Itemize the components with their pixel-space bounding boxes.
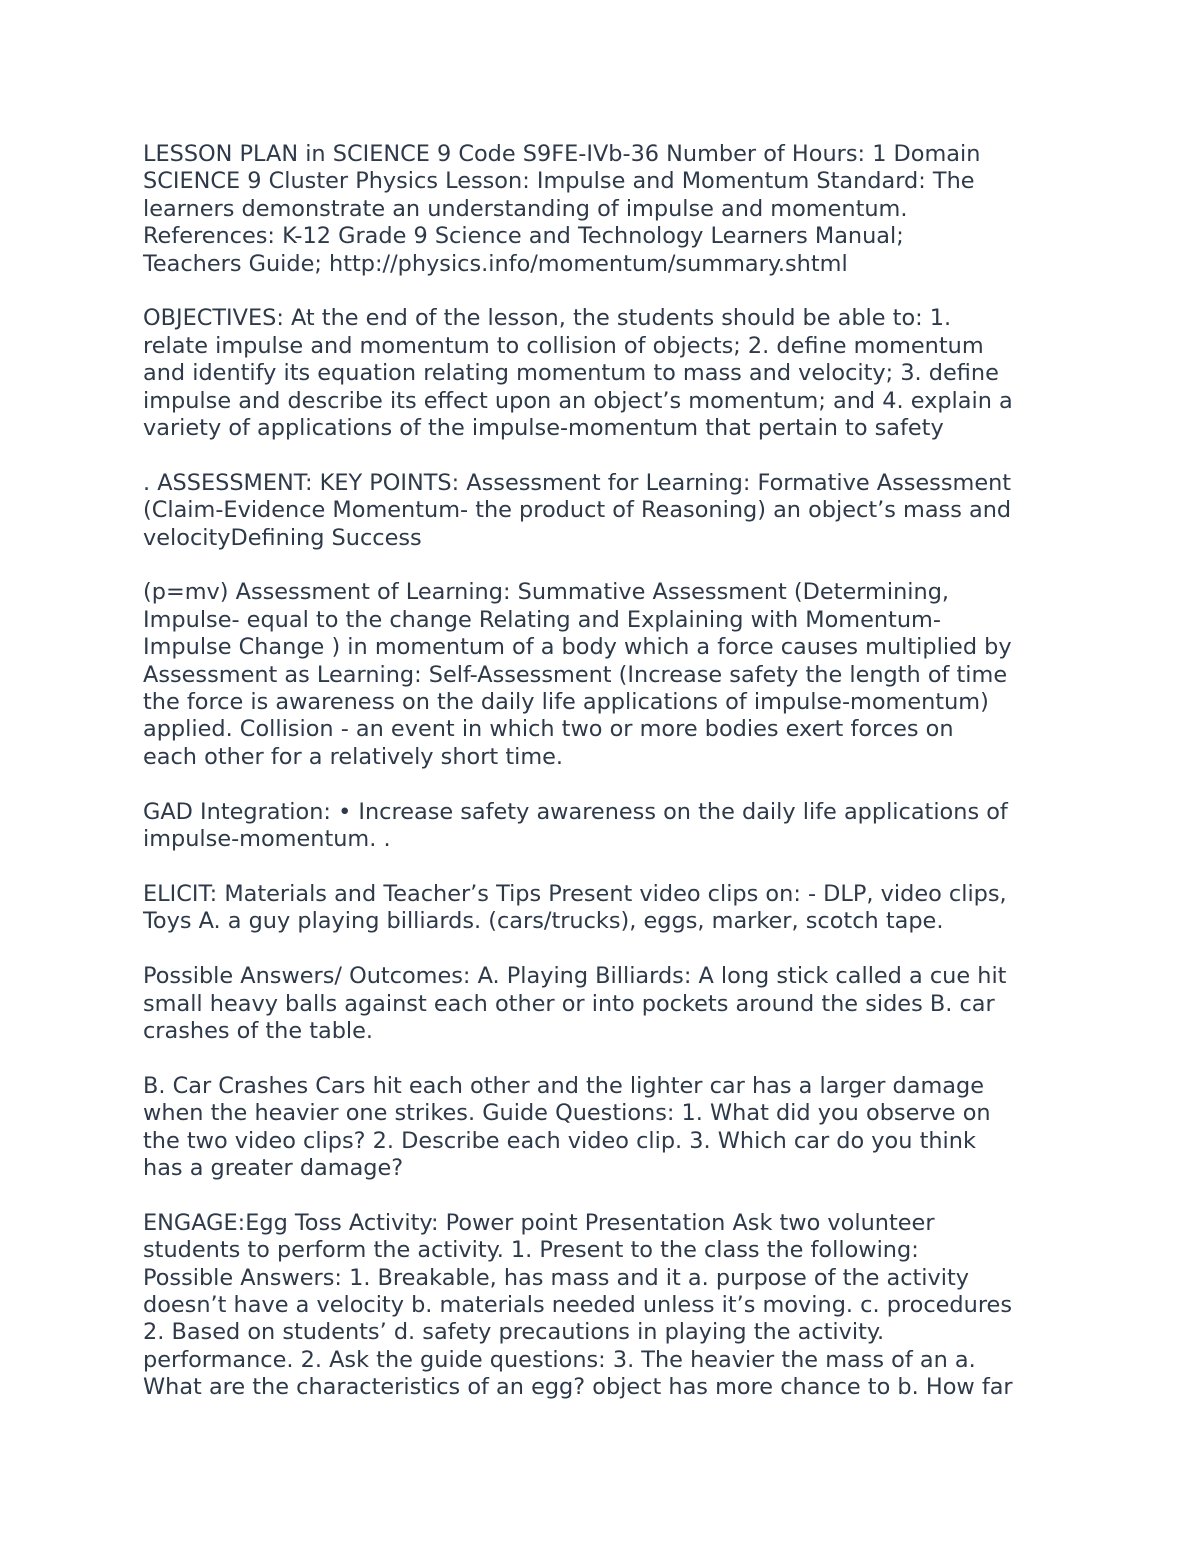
text-line: when the heavier one strikes. Guide Questions: 1. What did you observe on [143, 1100, 991, 1127]
text-line: has a greater damage? [143, 1154, 404, 1181]
paragraph [143, 1073, 1078, 1183]
text-line: students to perform the activity. 1. Present to the class the following: [143, 1237, 919, 1264]
text-line: and identify its equation relating momentum to mass and velocity; 3. define [143, 360, 999, 387]
text-line: SCIENCE 9 Cluster Physics Lesson: Impulse and Momentum Standard: The [143, 168, 975, 195]
text-line: (p=mv) Assessment of Learning: Summative Assessment (Determining, [143, 579, 950, 606]
text-line: the force is awareness on the daily life applications of impulse-momentum) [143, 689, 989, 716]
text-line: Impulse Change ) in momentum of a body which a force causes multiplied by [143, 634, 1012, 661]
text-line: 2. Based on students’ d. safety precautions in playing the activity. [143, 1319, 885, 1346]
paragraph [143, 579, 1078, 771]
text-line: relate impulse and momentum to collision of objects; 2. define momentum [143, 332, 984, 359]
paragraph [143, 470, 1078, 552]
text-line: References: K-12 Grade 9 Science and Technology Learners Manual; [143, 223, 904, 250]
text-line: variety of applications of the impulse-momentum that pertain to safety [143, 415, 944, 442]
text-line: learners demonstrate an understanding of impulse and momentum. [143, 195, 908, 222]
paragraph [143, 963, 1078, 1045]
text-line: performance. 2. Ask the guide questions: 3. The heavier the mass of an a. [143, 1346, 976, 1373]
text-line: B. Car Crashes Cars hit each other and the lighter car has a larger damage [143, 1072, 985, 1099]
text-line: the two video clips? 2. Describe each video clip. 3. Which car do you think [143, 1127, 976, 1154]
text-line: Toys A. a guy playing billiards. (cars/trucks), eggs, marker, scotch tape. [143, 908, 944, 935]
text-line: small heavy balls against each other or into pockets around the sides B. car [143, 990, 995, 1017]
text-line: applied. Collision - an event in which two or more bodies exert forces on [143, 716, 954, 743]
text-line: impulse and describe its effect upon an object’s momentum; and 4. explain a [143, 387, 1013, 414]
text-line: ELICIT: Materials and Teacher’s Tips Present video clips on: - DLP, video clips, [143, 880, 1007, 907]
text-line: What are the characteristics of an egg? object has more chance to b. How far [143, 1374, 1013, 1401]
text-line: . ASSESSMENT: KEY POINTS: Assessment for Learning: Formative Assessment [143, 469, 1012, 496]
text-line: impulse-momentum. . [143, 826, 391, 853]
text-line: Impulse- equal to the change Relating and Explaining with Momentum- [143, 606, 941, 633]
text-line: LESSON PLAN in SCIENCE 9 Code S9FE-IVb-36 Number of Hours: 1 Domain [143, 141, 981, 167]
paragraph [143, 799, 1078, 854]
text-line: velocityDefining Success [143, 524, 422, 551]
text-line: ENGAGE:Egg Toss Activity: Power point Presentation Ask two volunteer [143, 1209, 935, 1236]
text-line: (Claim-Evidence Momentum- the product of Reasoning) an object’s mass and [143, 497, 1012, 524]
paragraph [143, 1210, 1078, 1402]
text-line: each other for a relatively short time. [143, 743, 564, 770]
text-line: Possible Answers/ Outcomes: A. Playing Billiards: A long stick called a cue hit [143, 963, 1007, 990]
document-body [143, 141, 1078, 1429]
text-line: Assessment as Learning: Self-Assessment (Increase safety the length of time [143, 661, 1008, 688]
text-line: crashes of the table. [143, 1017, 374, 1044]
text-line: Teachers Guide; http://physics.info/momentum/summary.shtml [143, 250, 848, 277]
paragraph [143, 141, 1078, 278]
text-line: OBJECTIVES: At the end of the lesson, the students should be able to: 1. [143, 305, 952, 332]
paragraph [143, 305, 1078, 442]
paragraph [143, 881, 1078, 936]
text-line: Possible Answers: 1. Breakable, has mass and it a. purpose of the activity [143, 1264, 970, 1291]
text-line: doesn’t have a velocity b. materials needed unless it’s moving. c. procedures [143, 1291, 1012, 1318]
text-line: GAD Integration: • Increase safety awareness on the daily life applications of [143, 798, 1008, 825]
